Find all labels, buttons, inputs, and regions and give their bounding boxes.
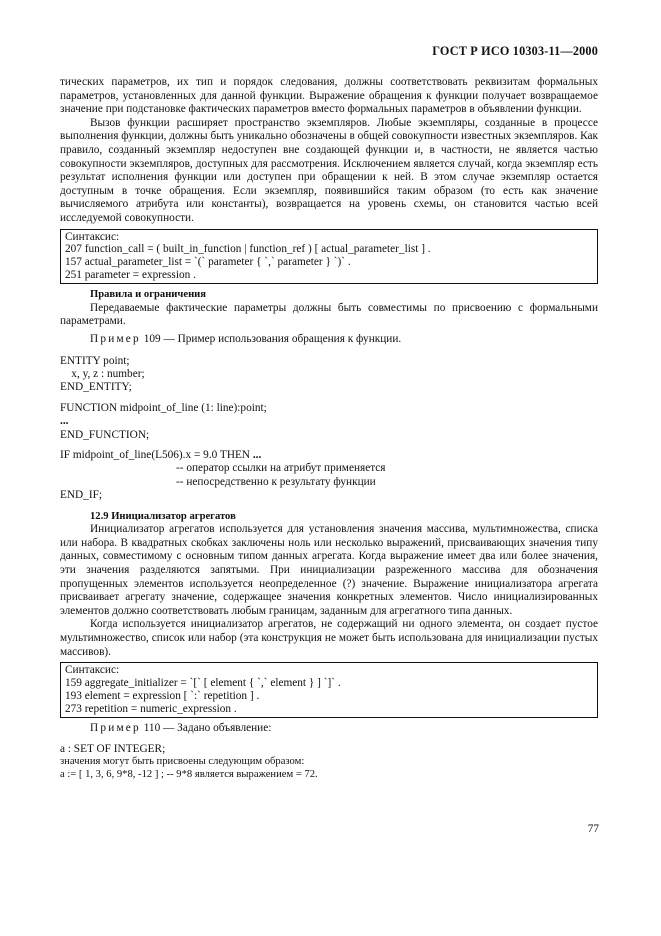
code-line: END_FUNCTION; bbox=[60, 428, 150, 441]
example-110 bbox=[60, 722, 598, 736]
paragraph-3: Инициализатор агрегатов используется для установления значения массива, мультимножества, списка или набора. В квадратных скобках заключены ноль или несколько выражений, присваивающих значения типу данных, совместимому с основным типом данных агрегата. Когда выражение имеет два или более значения, эти значения разделяются запятыми. При инициализации разреженного массива для обозначения пропущенных элементов используется неопределенное (?) значение. Выражение инициализатора агрегата присваивает агрегату значение, содержащее значения конкретных элементов. Число инициализированных элементов должно соответствовать любым границам, заданным для агрегатного типа данных. bbox=[60, 523, 598, 617]
code-line: FUNCTION midpoint_of_line (1: line):point; bbox=[60, 401, 267, 414]
example-word: Пример bbox=[90, 332, 141, 345]
code-line bbox=[60, 449, 598, 462]
paragraph-4: Когда используется инициализатор агрегатов, не содержащий ни одного элемента, он создает пустое мультимножество, список или набор (эта конструкция не может быть использована для инициализации пустых массивов). bbox=[60, 618, 598, 658]
syntax-box-1 bbox=[60, 229, 598, 285]
code-line: ENTITY point; bbox=[60, 354, 130, 367]
code-line: END_ENTITY; bbox=[60, 381, 132, 394]
code-line: значения могут быть присвоены следующим образом: bbox=[60, 756, 305, 768]
code-line: ... bbox=[60, 415, 69, 428]
code-line: END_IF; bbox=[60, 489, 103, 502]
code-block-2 bbox=[60, 743, 598, 781]
example-109 bbox=[60, 333, 598, 347]
example-text: 109 — Пример использования обращения к функции. bbox=[140, 332, 402, 345]
syntax-line: 159 aggregate_initializer = `[` [ element { `,` element } ] `]` . bbox=[65, 677, 341, 690]
code-ellipsis: ... bbox=[252, 448, 262, 461]
code-line: a := [ 1, 3, 6, 9*8, -12 ] ; -- 9*8 является выражением = 72. bbox=[60, 768, 318, 780]
syntax-label: Синтаксис: bbox=[65, 230, 120, 243]
example-text: 110 — Задано объявление: bbox=[140, 721, 272, 734]
paragraph-1: тических параметров, их тип и порядок следования, должны соответствовать реквизитам формальных параметров, установленных для данной функции. Выражение обращения к функции получает возвращаемое значение при подстановке фактических параметров вместо формальных параметров в объявлении функции. bbox=[60, 76, 598, 116]
page-number: 77 bbox=[587, 823, 599, 835]
code-line: a : SET OF INTEGER; bbox=[60, 743, 166, 756]
syntax-box-2 bbox=[60, 662, 598, 718]
syntax-line: 273 repetition = numeric_expression . bbox=[65, 702, 237, 715]
syntax-line: 193 element = expression [ `:` repetition ] . bbox=[65, 689, 260, 702]
syntax-line: 251 parameter = expression . bbox=[65, 269, 196, 282]
code-comment: -- оператор ссылки на атрибут применяется bbox=[176, 462, 386, 475]
syntax-line: 207 function_call = ( built_in_function | function_ref ) [ actual_parameter_list ] . bbox=[65, 243, 431, 256]
syntax-line: 157 actual_parameter_list = `(` parameter { `,` parameter } `)` . bbox=[65, 256, 351, 269]
code-if: IF midpoint_of_line(L506).x = 9.0 THEN bbox=[60, 448, 253, 461]
paragraph-2: Вызов функции расширяет пространство экземпляров. Любые экземпляры, созданные в процессе выполнения функции, должны быть уникально обозначены в общей совокупности известных экземпляров. Как правило, созданный экземпляр недоступен вне создающей функции и, в частности, не является частью совокупности экземпляров, доступных для рассмотрения. Исключением является случай, когда экземпляр есть результат исполнения функции или доступен при обращении к ней. В этом случае экземпляр остается доступным в точке обращения. Если экземпляр, появившийся таким образом (то есть как значение вычисляемого атрибута или константы), возвращается на уровень схемы, он становится частью всей исследуемой совокупности. bbox=[60, 116, 598, 224]
code-comment: -- непосредственно к результату функции bbox=[176, 475, 376, 488]
page-header: ГОСТ Р ИСО 10303-11—2000 bbox=[432, 44, 598, 58]
page-body bbox=[60, 76, 598, 782]
rules-heading: Правила и ограничения bbox=[90, 289, 207, 301]
section-heading: 12.9 Инициализатор агрегатов bbox=[90, 510, 236, 522]
syntax-label: Синтаксис: bbox=[65, 664, 120, 677]
code-block-1 bbox=[60, 355, 598, 503]
code-line: x, y, z : number; bbox=[60, 367, 145, 380]
rules-text: Передаваемые фактические параметры должны быть совместимы по присвоению с формальными параметрами. bbox=[60, 301, 598, 328]
example-word: Пример bbox=[90, 721, 141, 734]
